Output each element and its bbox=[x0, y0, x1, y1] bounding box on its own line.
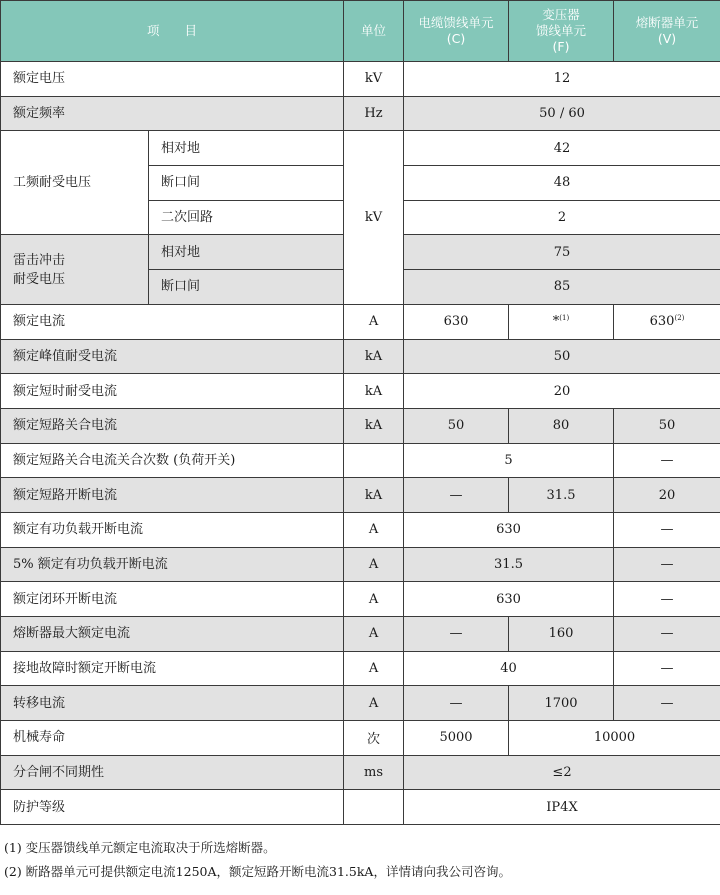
cell-cf: 630 bbox=[404, 582, 614, 617]
row-value: 42 bbox=[404, 131, 720, 166]
cell-f: 31.5 bbox=[509, 478, 614, 513]
cell-cf: 31.5 bbox=[404, 547, 614, 582]
row-value: 50 bbox=[404, 339, 720, 374]
cell-c: — bbox=[404, 617, 509, 652]
table-row bbox=[1, 304, 720, 339]
cell-c: — bbox=[404, 686, 509, 721]
group-label-lightning bbox=[1, 235, 149, 304]
table-row bbox=[1, 478, 720, 513]
group-label-line-1: 雷击冲击 bbox=[13, 252, 66, 268]
cell-v: — bbox=[614, 547, 720, 582]
cell-c: — bbox=[404, 478, 509, 513]
row-label: 额定短路关合电流关合次数 (负荷开关) bbox=[1, 443, 344, 478]
header-item: 项 目 bbox=[1, 1, 344, 62]
row-label: 防护等级 bbox=[1, 790, 344, 825]
row-label: 分合闸不同期性 bbox=[1, 755, 344, 790]
cell-v: — bbox=[614, 443, 720, 478]
cell-cf: 630 bbox=[404, 512, 614, 547]
cell-f: 160 bbox=[509, 617, 614, 652]
row-unit: kV bbox=[344, 62, 404, 97]
row-unit: kA bbox=[344, 478, 404, 513]
table-row bbox=[1, 374, 720, 409]
table-row bbox=[1, 443, 720, 478]
row-value: 12 bbox=[404, 62, 720, 97]
sub-label: 相对地 bbox=[149, 235, 344, 270]
footnote-2: (2) 断路器单元可提供额定电流1250A，额定短路开断电流31.5kA，详情请向我公司咨询。 bbox=[4, 864, 511, 879]
row-label: 机械寿命 bbox=[1, 721, 344, 756]
table-row bbox=[1, 686, 720, 721]
row-unit: A bbox=[344, 651, 404, 686]
table-row bbox=[1, 617, 720, 652]
row-unit: A bbox=[344, 582, 404, 617]
cell-c: 5000 bbox=[404, 721, 509, 756]
row-label: 额定短时耐受电流 bbox=[1, 374, 344, 409]
row-unit bbox=[344, 443, 404, 478]
cell-v bbox=[614, 304, 720, 339]
cell-f bbox=[509, 304, 614, 339]
row-value: 50 / 60 bbox=[404, 96, 720, 131]
table-row bbox=[1, 547, 720, 582]
row-label: 额定电流 bbox=[1, 304, 344, 339]
header-col-c bbox=[404, 1, 509, 62]
cell-v: 20 bbox=[614, 478, 720, 513]
header-unit: 单位 bbox=[344, 1, 404, 62]
row-unit: 次 bbox=[344, 721, 404, 756]
row-label: 额定短路开断电流 bbox=[1, 478, 344, 513]
cell-fv: 10000 bbox=[509, 721, 720, 756]
table-row bbox=[1, 790, 720, 825]
row-value: 85 bbox=[404, 270, 720, 305]
table-row bbox=[1, 339, 720, 374]
row-label: 额定短路关合电流 bbox=[1, 408, 344, 443]
footnote-marker: (1) bbox=[559, 314, 570, 323]
footnotes bbox=[0, 836, 720, 884]
row-value: 2 bbox=[404, 200, 720, 235]
row-label: 额定闭环开断电流 bbox=[1, 582, 344, 617]
row-label: 额定有功负载开断电流 bbox=[1, 512, 344, 547]
cell-v: 50 bbox=[614, 408, 720, 443]
row-label: 额定频率 bbox=[1, 96, 344, 131]
cell-c: 50 bbox=[404, 408, 509, 443]
row-unit: A bbox=[344, 304, 404, 339]
row-label: 5% 额定有功负载开断电流 bbox=[1, 547, 344, 582]
table-row bbox=[1, 721, 720, 756]
table-row bbox=[1, 96, 720, 131]
sub-label: 二次回路 bbox=[149, 200, 344, 235]
table-row bbox=[1, 755, 720, 790]
header-col-v bbox=[614, 1, 720, 62]
sub-label: 断口间 bbox=[149, 166, 344, 201]
row-unit: A bbox=[344, 617, 404, 652]
cell-c: 630 bbox=[404, 304, 509, 339]
table-row bbox=[1, 62, 720, 97]
row-value: 20 bbox=[404, 374, 720, 409]
row-unit-voltage-group: kV bbox=[344, 131, 404, 304]
table-row bbox=[1, 651, 720, 686]
row-value: ≤2 bbox=[404, 755, 720, 790]
row-value: IP4X bbox=[404, 790, 720, 825]
row-label: 熔断器最大额定电流 bbox=[1, 617, 344, 652]
header-col-f-code: (F) bbox=[552, 39, 570, 54]
header-col-f-title-1: 变压器 bbox=[542, 7, 580, 22]
table-row bbox=[1, 512, 720, 547]
row-unit: kA bbox=[344, 339, 404, 374]
header-col-f-title-2: 馈线单元 bbox=[536, 23, 587, 38]
cell-f-value: * bbox=[552, 314, 560, 330]
cell-cf: 5 bbox=[404, 443, 614, 478]
cell-v: — bbox=[614, 617, 720, 652]
row-unit: Hz bbox=[344, 96, 404, 131]
header-col-v-code: (V) bbox=[657, 31, 677, 46]
row-label: 额定峰值耐受电流 bbox=[1, 339, 344, 374]
row-unit: A bbox=[344, 512, 404, 547]
cell-v-value: 630 bbox=[649, 314, 675, 330]
row-unit: A bbox=[344, 547, 404, 582]
row-label: 额定电压 bbox=[1, 62, 344, 97]
cell-v: — bbox=[614, 582, 720, 617]
footnote-1: (1) 变压器馈线单元额定电流取决于所选熔断器。 bbox=[4, 840, 276, 855]
footnote-marker: (2) bbox=[674, 314, 685, 323]
cell-v: — bbox=[614, 686, 720, 721]
header-row bbox=[1, 1, 720, 62]
row-label: 转移电流 bbox=[1, 686, 344, 721]
table-row bbox=[1, 131, 720, 166]
sub-label: 相对地 bbox=[149, 131, 344, 166]
sub-label: 断口间 bbox=[149, 270, 344, 305]
row-unit: A bbox=[344, 686, 404, 721]
header-col-c-title: 电缆馈线单元 bbox=[418, 15, 494, 30]
cell-v: — bbox=[614, 512, 720, 547]
cell-f: 1700 bbox=[509, 686, 614, 721]
row-unit: ms bbox=[344, 755, 404, 790]
group-label-power-frequency: 工频耐受电压 bbox=[1, 131, 149, 235]
row-label: 接地故障时额定开断电流 bbox=[1, 651, 344, 686]
header-col-c-code: (C) bbox=[446, 31, 466, 46]
table-row bbox=[1, 582, 720, 617]
cell-cf: 40 bbox=[404, 651, 614, 686]
row-value: 48 bbox=[404, 166, 720, 201]
group-label-line-2: 耐受电压 bbox=[13, 271, 66, 287]
header-col-f bbox=[509, 1, 614, 62]
row-unit: kA bbox=[344, 408, 404, 443]
row-value: 75 bbox=[404, 235, 720, 270]
header-col-v-title: 熔断器单元 bbox=[635, 15, 699, 30]
cell-v: — bbox=[614, 651, 720, 686]
table-row bbox=[1, 408, 720, 443]
row-unit: kA bbox=[344, 374, 404, 409]
row-unit bbox=[344, 790, 404, 825]
cell-f: 80 bbox=[509, 408, 614, 443]
